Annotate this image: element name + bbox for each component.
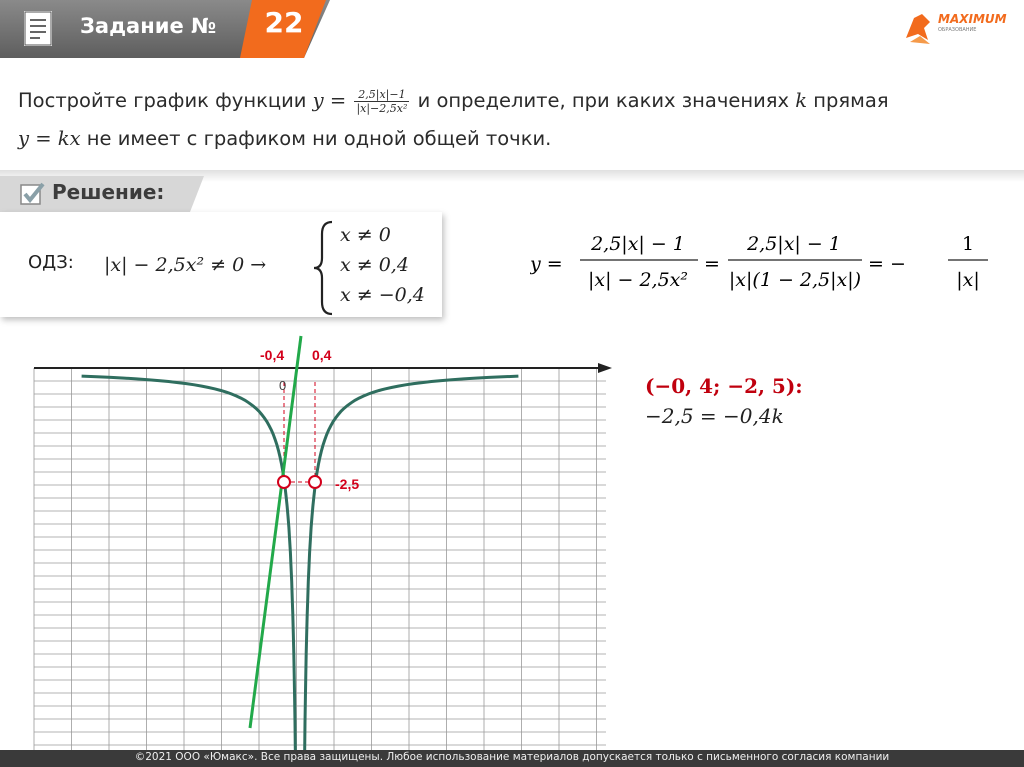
odz-condition-1: x ≠ 0 (340, 224, 391, 246)
task-text-4: не имеет с графиком ни одной общей точки. (80, 127, 552, 150)
system-brace (310, 220, 338, 316)
logo-subtitle: ОБРАЗОВАНИЕ (938, 27, 977, 33)
task-frac-num: 2,5|x|−1 (354, 88, 409, 102)
task-frac-den: |x|−2,5x² (356, 102, 408, 115)
formula-f3-num: 1 (961, 233, 975, 255)
hole-point-pos (309, 476, 321, 488)
formula-eq: = (704, 253, 720, 275)
x-axis-arrow-icon (598, 363, 612, 373)
formula-eq2: = − (868, 253, 906, 275)
intersection-point: (−0, 4; −2, 5): (645, 374, 803, 398)
formula-lhs: y = (530, 253, 563, 275)
task-label: Задание № (80, 14, 217, 38)
k-equation: −2,5 = −0,4k (645, 404, 784, 428)
task-fraction (354, 88, 409, 115)
label-pos-04: 0,4 (312, 347, 332, 363)
task-text-3: прямая (807, 89, 889, 112)
task-y-eq: y = (312, 89, 347, 112)
footer-copyright: ©2021 ООО «Юмакс». Все права защищены. Любое использование материалов допускается только с письменного согласия компании (134, 751, 890, 763)
label-minus-25: -2,5 (335, 476, 360, 492)
odz-expression: |x| − 2,5x² ≠ 0 → (104, 254, 267, 276)
odz-condition-3: x ≠ −0,4 (340, 284, 425, 306)
formula-f3-den: |x| (956, 269, 980, 291)
odz-label: ОДЗ: (28, 252, 74, 273)
task-k: k (795, 89, 808, 112)
task-number: 22 (264, 6, 304, 39)
formula-f1-num: 2,5|x| − 1 (591, 233, 685, 255)
formula-f2-num: 2,5|x| − 1 (747, 233, 841, 255)
task-statement (18, 82, 1008, 158)
logo-text: MAXIMUM (938, 12, 1007, 26)
label-zero: 0 (279, 378, 287, 393)
grid (34, 368, 606, 750)
document-icon (22, 9, 56, 49)
function-graph (0, 332, 620, 750)
checkbox-check-icon (18, 180, 46, 208)
task-line-eq: y = kx (18, 127, 81, 150)
task-text-2: и определите, при каких значениях (411, 89, 796, 112)
hole-point-neg (278, 476, 290, 488)
simplified-formula (530, 228, 1000, 298)
formula-f1-den: |x| − 2,5x² (587, 269, 689, 291)
solution-label: Решение: (52, 180, 165, 204)
odz-condition-2: x ≠ 0,4 (340, 254, 409, 276)
formula-f2-den: |x|(1 − 2,5|x|) (728, 269, 862, 291)
label-neg-04: -0,4 (260, 347, 285, 363)
task-text-1: Постройте график функции (18, 89, 313, 112)
